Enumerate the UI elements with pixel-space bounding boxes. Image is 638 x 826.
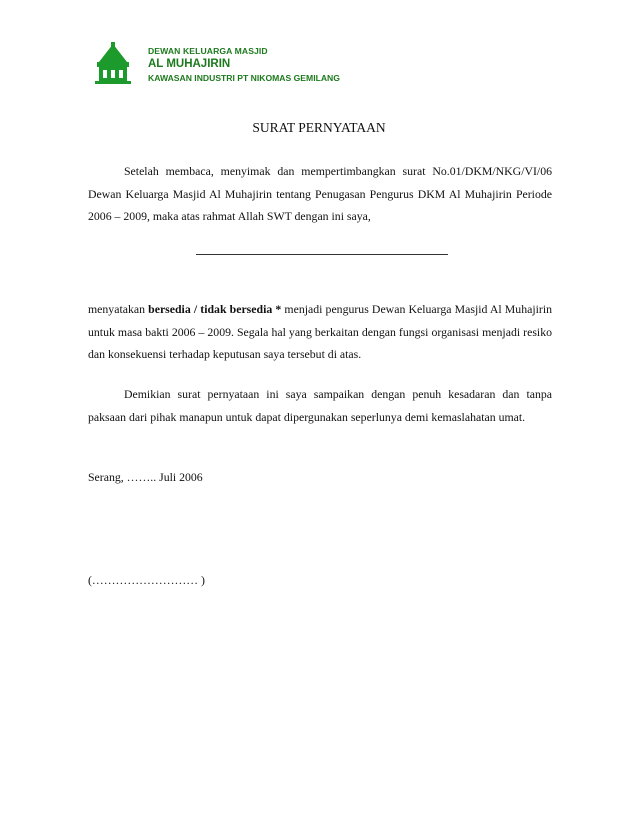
document-title: SURAT PERNYATAAN — [252, 120, 386, 135]
closing-paragraph: Demikian surat pernyataan ini saya sampaikan dengan penuh kesadaran dan tanpa paksaan dari pihak manapun untuk dapat dipergunakan seperlunya demi kemaslahatan umat. — [88, 387, 552, 424]
intro-paragraph: Setelah membaca, menyimak dan mempertimbangkan surat No.01/DKM/NKG/VI/06 Dewan Keluarga Masjid Al Muhajirin tentang Penugasan Pengurus DKM Al Muhajirin Periode 2006 – 2009, maka atas rahmat Allah SWT dengan ini saya, — [88, 164, 552, 223]
name-blank-line — [196, 254, 448, 255]
signature-line: (……………………… ) — [88, 573, 205, 587]
letterhead-line1: DEWAN KELUARGA MASJID — [148, 46, 268, 56]
place-date: Serang, …….. Juli 2006 — [88, 470, 203, 484]
statement-paragraph — [88, 298, 552, 366]
letterhead-line2: AL MUHAJIRIN — [148, 58, 231, 70]
statement-choice: bersedia / tidak bersedia * — [148, 302, 282, 316]
mosque-logo-icon — [93, 42, 133, 84]
statement-prefix: menyatakan — [88, 302, 149, 316]
letterhead — [148, 46, 340, 83]
letterhead-line3: KAWASAN INDUSTRI PT NIKOMAS GEMILANG — [148, 73, 340, 83]
statement-suffix: menjadi pengurus Dewan Keluarga Masjid Al Muhajirin untuk masa bakti 2006 – 2009. Segala hal yang berkaitan dengan fungsi organisasi menjadi resiko dan konsekuensi terhadap keputusan saya tersebut di atas. — [88, 302, 552, 361]
